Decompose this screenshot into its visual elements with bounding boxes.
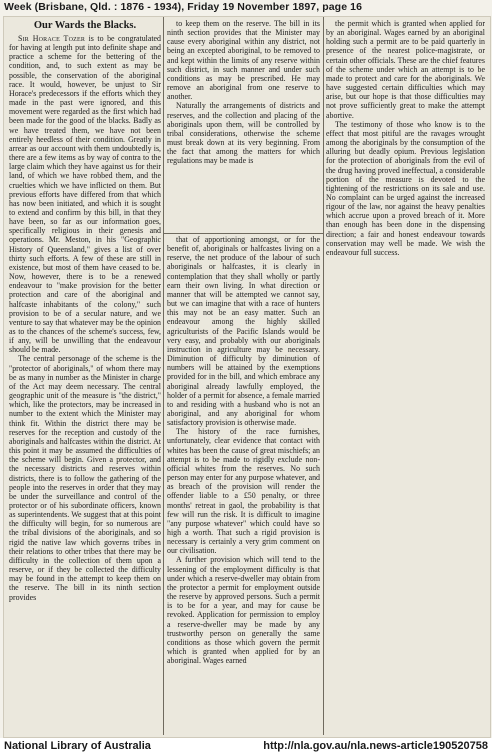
- article-url[interactable]: http://nla.gov.au/nla.news-article190520758: [263, 740, 488, 752]
- article-column-3: [326, 19, 485, 735]
- article-paragraph: the permit which is granted when applied for by an aboriginal. Wages earned by an aboriginal holding such a permit are to be paid quarterly in presence of the nearest police-magistrate, or certain other officials. These are the chief features of the scheme under which an attempt is to be made to protect and care for the aboriginals. We have suggested certain difficulties which may arise, but our hope is that those difficulties may not prove sufficiently great to make the attempt abortive.: [326, 19, 485, 120]
- article-paragraph: Naturally the arrangements of districts and reserves, and the collection and placing of the aboriginals upon them, will be controlled by tribal considerations, otherwise the scheme must break down at its very beginning. From the fact that among the matters for which regulations may be made is: [167, 101, 320, 166]
- article-column-2-top: [167, 19, 320, 233]
- article-paragraph: The central personage of the scheme is the "protector of aboriginals," of whom there may be as many in number as the Minister in charge of the Act may deem necessary. The central geographic unit of the measure is "the district," which, like the protectors, may be increased in number to the extent which the Minister may think fit. Within the district there may be reserves for the reception and custody of the aboriginals and halfcastes within the district. At this point it may be assumed the difficulties of the scheme will begin. Given a protector, and the necessary districts and reserves within districts, there is to follow the gathering of the people into the reserves in order that they may be under the surveillance and control of the protector or of his subordinate officers, known as superintendents. We suggest that at this point the difficulty will begin, for so numerous are the tribal divisions of the aboriginals, and so rigid the native law which governs tribes in their relations to other tribes that there may be difficulty in the collection of them upon a reserve, or if they be collected the difficulty may be found in the attempt to keep them on the reserve. The bill in its ninth section provides: [9, 354, 161, 602]
- citation-header: Week (Brisbane, Qld. : 1876 - 1934), Friday 19 November 1897, page 16: [4, 1, 363, 13]
- library-credit: National Library of Australia: [4, 740, 151, 752]
- article-column-2-bottom: [167, 235, 320, 735]
- article-paragraph: A further provision which will tend to the lessening of the employment difficulty is that under which a reserve-dweller may obtain from the protector a permit for employment outside the reserve by approved persons. Such a permit is to be for a year, and may for cause be revoked. Application for permission to employ a reserve-dweller may be made by any trustworthy person on generally the same conditions as those which govern the permit which is granted when applied for by an aboriginal. Wages earned: [167, 555, 320, 666]
- column-divider: [323, 17, 324, 735]
- article-column-1: [9, 19, 161, 735]
- footer-bar: [0, 738, 492, 755]
- column-break-rule: [164, 233, 323, 234]
- article-paragraph: to keep them on the reserve. The bill in its ninth section provides that the Minister may cause every aboriginal within any district, not being an excepted aboriginal, to be removed to and kept within the limits of any reserve within such district, in such manner and under such conditions as may be prescribed. He may remove an aboriginal from one reserve to another.: [167, 19, 320, 102]
- article-title: Our Wards the Blacks.: [33, 20, 137, 31]
- column-divider: [163, 17, 164, 735]
- newspaper-page: [3, 16, 491, 738]
- lead-name: Sir Horace Tozer: [18, 34, 86, 43]
- article-paragraph: that of apportioning amongst, or for the benefit of, aboriginals or halfcastes living on a reserve, the net produce of the labour of such aboriginals or halfcastes, it is clearly in contemplation that they shall wholly or partly earn their own living. In what direction or manner that will be attempted we cannot say, but we can imagine that with a race of hunters this may not be an easy matter. Such an endeavour among the highly skilled agriculturists of the Pacific Islands would be very easy, and probably with our aboriginals instruction in agriculture may be necessary. Diminution of difficulty by diminution of numbers will be attained by the exemptions provided for in the bill, and which embrace any aboriginal already lawfully employed, the holder of a permit for absence, a female married to and residing with a husband who is not an aboriginal, and any aboriginal for whom satisfactory provision is otherwise made.: [167, 235, 320, 428]
- article-paragraph: [9, 34, 161, 354]
- paragraph-text: is to be congratulated for having at length put into definite shape and practice a scheme for the bettering of the condition, and, to such extent as may be possible, the conservation of the aboriginal race. It would, however, be unjust to Sir Horace's predecessors if the efforts which they made in the past were ignored, and this movement were regarded as the first which had been made for the good of the blacks. Badly as we have treated them, we have not been entirely heedless of their condition. Greatly in arrear as our account with them undoubtedly is, there are a few items as by way of contra to the large claim which they have against us for their land, of which we have robbed them, and the cruelties which we have inflicted on them. But previous efforts have differed from that which has now been initiated, and which it is sought to extend and confirm by this bill, in that they have been, so far as our information goes, specifically religious in their genesis and operations. Mr. Meston, in his "Geographic History of Queensland," gives a list of over thirty such efforts. A few of these are still in existence, but most of them have ceased to be. Now, however, there is to be a renewed endeavour to "make provision for the better protection and care of the aboriginal and halfcaste inhabitants of the colony," such provision to be of a secular nature, and we venture to say that whatever may be the opinion as to the chances of the scheme's success, few, if any, will be unwilling that the endeavour should be made.: [9, 34, 161, 355]
- article-paragraph: The testimony of those who know is to the effect that most pitiful are the ravages wrought among the aboriginals by the consumption of the alluring but deadly opium. Previous legislation for the protection of aboriginals from the evil of the drug having proved ineffectual, a considerable portion of the measure is devoted to the tightening of the restrictions on its sale and use. No complaint can be urged against the increased rigour of the law, nor against the heavy penalties which accrue upon a proved breach of it. More than enough has been done in the dispensing direction; a fair and honest endeavour towards conservation may well be made. We wish the endeavour full success.: [326, 119, 485, 257]
- article-paragraph: The history of the race furnishes, unfortunately, clear evidence that contact with whites has been the cause of great mischiefs; an attempt is to be made to rigidly exclude non-official whites from the reserves. No such person may enter for any purpose whatever, and as breach of the provision will render the offender liable to a £50 penalty, or three months' retreat in gaol, the probability is that few will run the risk. It is difficult to imagine "any purpose whatever" which could have so high a worth. That such a rigid provision is necessary is certainly a very grim comment on our civilisation.: [167, 427, 320, 556]
